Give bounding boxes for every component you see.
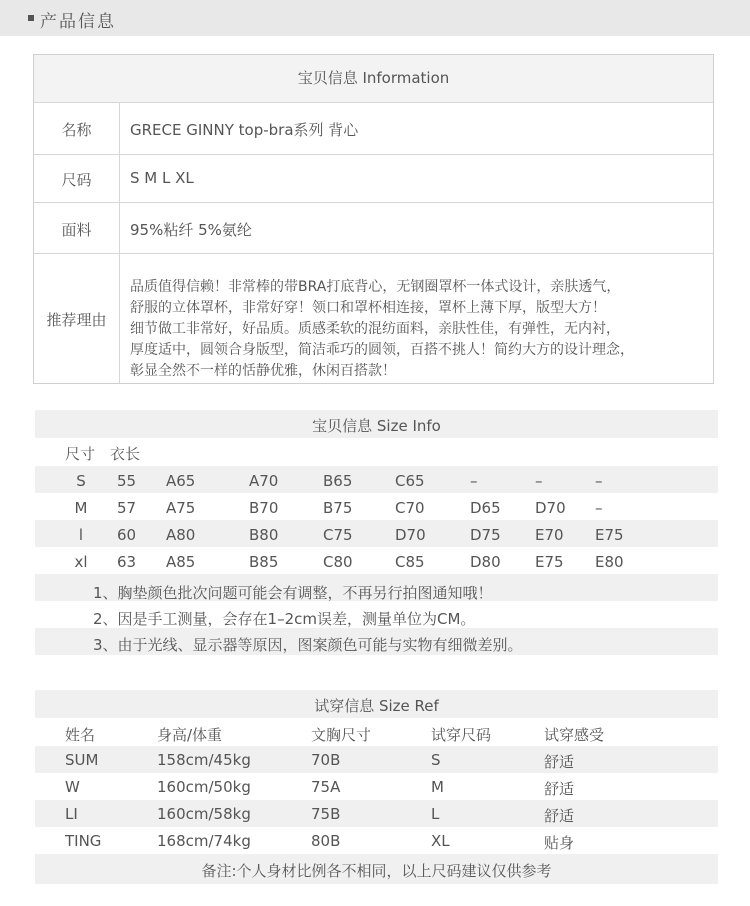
fit-cell: L	[431, 805, 440, 823]
size-note: 3、由于光线、显示器等原因，图案颜色可能与实物有细微差别。	[93, 636, 523, 654]
fit-cell: 160cm/50kg	[157, 778, 251, 796]
fit-cell: 80B	[311, 832, 341, 850]
size-cell: D65	[470, 499, 501, 517]
info-value: 95%粘纤 5%氨纶	[130, 221, 252, 239]
fit-cell: M	[431, 778, 444, 796]
fit-cell: 158cm/45kg	[157, 751, 251, 769]
recommend-description	[130, 277, 705, 382]
fit-col-header: 姓名	[65, 726, 96, 744]
size-cell: –	[470, 472, 478, 490]
size-cell: 55	[117, 472, 137, 490]
desc-line: 彰显全然不一样的恬静优雅，休闲百搭款！	[130, 363, 396, 379]
size-cell: B85	[249, 553, 279, 571]
section-title: 产品信息	[40, 12, 116, 32]
size-cell: B70	[249, 499, 279, 517]
size-cell: S	[76, 472, 86, 490]
desc-line: 品质值得信赖！非常棒的带BRA打底背心，无钢圈罩杯一体式设计，亲肤透气，	[130, 279, 621, 295]
size-cell: B75	[323, 499, 353, 517]
size-cell: D75	[470, 526, 501, 544]
size-cell: –	[595, 472, 603, 490]
size-cell: C85	[395, 553, 425, 571]
size-cell: A65	[166, 472, 196, 490]
table-row-stripe	[35, 466, 718, 493]
size-note: 1、胸垫颜色批次问题可能会有调整，不再另行拍图通知哦！	[93, 584, 493, 602]
size-cell: D70	[535, 499, 566, 517]
desc-line: 厚度适中，圆领合身版型，简洁乖巧的圆领，百搭不挑人！简约大方的设计理念，	[130, 342, 634, 358]
size-cell: –	[535, 472, 543, 490]
fit-cell: 75A	[311, 778, 341, 796]
size-cell: M	[74, 499, 88, 517]
size-cell: B80	[249, 526, 279, 544]
fit-cell: TING	[65, 832, 102, 850]
section-header	[0, 0, 750, 36]
size-cell: –	[595, 499, 603, 517]
info-row	[34, 154, 713, 203]
size-cell: 60	[117, 526, 137, 544]
size-cell: E70	[535, 526, 564, 544]
fit-col-header: 文胸尺寸	[311, 726, 372, 744]
size-col-header: 衣长	[110, 445, 141, 463]
size-cell: xl	[74, 553, 88, 571]
fit-cell: W	[65, 778, 80, 796]
size-heading: 宝贝信息 Size Info	[312, 417, 441, 435]
table-row-stripe	[35, 746, 718, 773]
info-heading: 宝贝信息 Information	[34, 55, 713, 102]
fit-cell: 70B	[311, 751, 341, 769]
info-label: 名称	[61, 121, 92, 139]
info-row	[34, 202, 713, 254]
table-row-stripe	[35, 800, 718, 827]
bullet-icon	[28, 15, 34, 21]
info-value: GRECE GINNY top-bra系列 背心	[130, 121, 359, 139]
fit-cell: S	[431, 751, 441, 769]
fit-cell: 贴身	[544, 834, 575, 852]
desc-line: 舒服的立体罩杯，非常好穿！领口和罩杯相连接，罩杯上薄下厚，版型大方！	[130, 300, 606, 316]
size-cell: D70	[395, 526, 426, 544]
size-cell: E75	[535, 553, 564, 571]
size-cell: B65	[323, 472, 353, 490]
fit-cell: 舒适	[544, 780, 575, 798]
size-cell: C80	[323, 553, 353, 571]
size-cell: A85	[166, 553, 196, 571]
fit-col-header: 试穿尺码	[431, 726, 492, 744]
size-cell: C65	[395, 472, 425, 490]
size-cell: A80	[166, 526, 196, 544]
fit-cell: 舒适	[544, 753, 575, 771]
size-cell: A70	[249, 472, 279, 490]
size-note: 2、因是手工测量，会存在1–2cm误差，测量单位为CM。	[93, 610, 476, 628]
fit-cell: 75B	[311, 805, 341, 823]
info-table	[33, 54, 714, 384]
fit-cell: LI	[65, 805, 78, 823]
size-col-header: 尺寸	[65, 445, 96, 463]
size-cell: C75	[323, 526, 353, 544]
fit-cell: 160cm/58kg	[157, 805, 251, 823]
info-label: 推荐理由	[46, 311, 107, 329]
info-label: 尺码	[61, 171, 92, 189]
fit-cell: SUM	[65, 751, 99, 769]
info-value: S M L XL	[130, 169, 194, 187]
size-cell: A75	[166, 499, 196, 517]
fit-note: 备注:个人身材比例各不相同，以上尺码建议仅供参考	[201, 862, 552, 880]
size-cell: D80	[470, 553, 501, 571]
fit-cell: XL	[431, 832, 450, 850]
size-cell: l	[78, 526, 84, 544]
size-cell: C70	[395, 499, 425, 517]
fit-col-header: 身高/体重	[157, 726, 223, 744]
size-cell: 57	[117, 499, 137, 517]
info-label: 面料	[61, 221, 92, 239]
fit-heading: 试穿信息 Size Ref	[314, 697, 439, 715]
desc-line: 细节做工非常好，好品质。质感柔软的混纺面料，亲肤性佳，有弹性，无内衬，	[130, 321, 620, 337]
fit-col-header: 试穿感受	[544, 726, 605, 744]
fit-cell: 舒适	[544, 807, 575, 825]
size-cell: 63	[117, 553, 137, 571]
size-cell: E75	[595, 526, 624, 544]
info-row	[34, 102, 713, 155]
fit-cell: 168cm/74kg	[157, 832, 251, 850]
size-cell: E80	[595, 553, 624, 571]
